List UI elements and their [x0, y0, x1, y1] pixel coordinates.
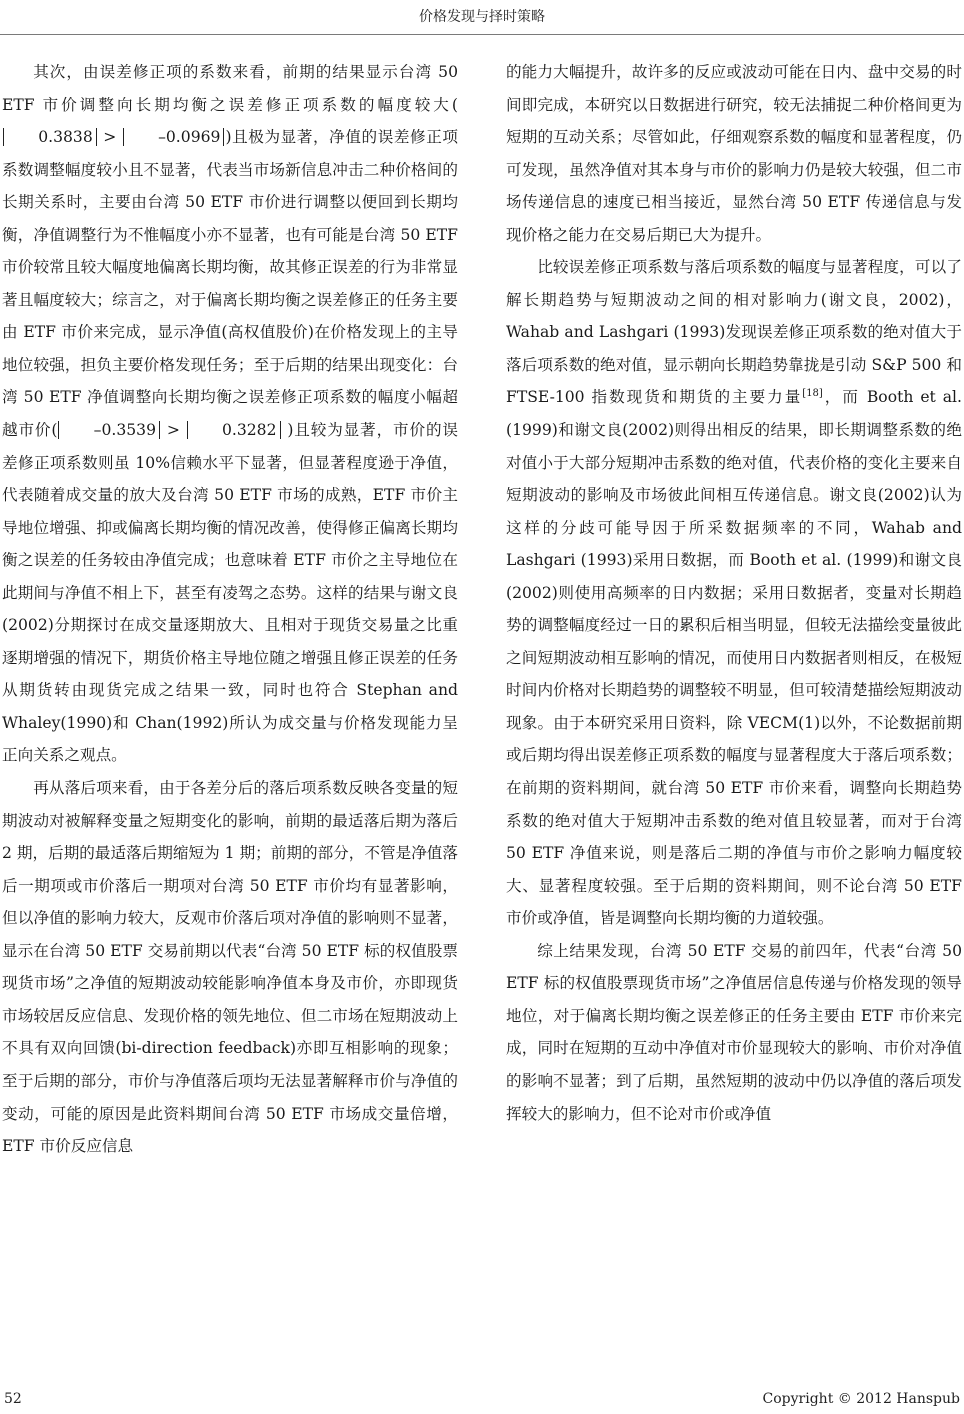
inequality-sign: > — [161, 421, 186, 440]
abs-value: 0.3838 — [3, 128, 97, 146]
inequality-sign: > — [97, 128, 122, 147]
paragraph-lag-terms-continued: 的能力大幅提升，故许多的反应或波动可能在日内、盘中交易的时间即完成，本研究以日数据进行研究，较无法捕捉二种价格间更为短期的互动关系；尽管如此，仔细观察系数的幅度和显著程度，仍可发现，虽然净值对其本身与市价的影响力仍是较大较强，但二市场传递信息的速度已相当接近，显然台湾 50 ETF 传递信息与发现价格之能力在交易后期已大为提升。 — [506, 63, 962, 244]
copyright-notice: Copyright © 2012 Hanspub — [762, 1391, 960, 1407]
paragraph-comparison — [506, 251, 962, 934]
text-segment: ，而 Booth et al. (1999)和谢文良(2002)则得出相反的结果，即长期调整系数的绝对值小于大部分短期冲击系数的绝对值，代表价格的变化主要来自短期波动的影响及市场彼此间相互传递信息。谢文良(2002)认为这样的分歧可能导因于所采数据频率的不同，Wahab and Lashgari (1993)采用日数据，而 Booth et al. (1999)和谢文良(2002)则使用高频率的日内数据；采用日数据者，变量对长期趋势的调整幅度经过一日的累积后相当明显，但较无法描绘变量彼此之间短期波动相互影响的情况，而使用日内数据者则相反，在极短时间内价格对长期趋势的调整较不明显，但可较清楚描绘短期波动现象。由于本研究采用日资料，除 VECM(1)以外，不论数据前期或后期均得出误差修正项系数的幅度与显著程度大于落后项系数；在前期的资料期间，就台湾 50 ETF 市价来看，调整向长期趋势系数的绝对值大于短期冲击系数的绝对值且较显著，而对于台湾 50 ETF 净值来说，则是落后二期的净值与市价之影响力幅度较大、显著程度较强。至于后期的资料期间，则不论台湾 50 ETF 市价或净值，皆是调整向长期均衡的力道较强。 — [506, 388, 962, 928]
running-head: 价格发现与择时策略 — [419, 9, 545, 25]
text-segment: )且较为显著，市价的误差修正项系数则虽 10%信赖水平下显著，但显著程度逊于净值，代表随着成交量的放大及台湾 50 ETF 市场的成熟，ETF 市价主导地位增强、抑或偏离长期均衡的情况改善，使得修正偏离长期均衡之误差的任务较由净值完成；也意味着 ETF 市价之主导地位在此期间与净值不相上下，甚至有凌驾之态势。这样的结果与谢文良(2002)分期探讨在成交量逐期放大、且相对于现货交易量之比重逐期增强的情况下，期货价格主导地位随之增强且修正误差的任务从期货转由现货完成之结果一致，同时也符合 Stephan and Whaley(1990)和 Chan(1992)所认为成交量与价格发现能力呈正向关系之观点。 — [2, 421, 459, 765]
text-segment: 比较误差修正项系数与落后项系数的幅度与显著程度，可以了解长期趋势与短期波动之间的相对影响力(谢文良，2002)，Wahab and Lashgari (1993)发现误差修正项系数的绝对值大于落后项系数的绝对值，显示朝向长期趋势靠拢是引动 S&P 500 和 FTSE-100 指数现货和期货的主要力量 — [506, 258, 962, 407]
abs-value: –0.0969 — [123, 128, 225, 146]
text-segment: 其次，由误差修正项的系数来看，前期的结果显示台湾 50 ETF 市价调整向长期均衡之误差修正项系数的幅度较大( — [2, 63, 458, 114]
right-column — [506, 56, 962, 1130]
page-number: 52 — [4, 1391, 22, 1407]
paragraph-error-correction — [2, 56, 458, 772]
header-rule — [0, 34, 964, 35]
abs-value: –0.3539 — [58, 421, 160, 439]
citation-ref: [18] — [802, 388, 823, 400]
left-column — [2, 56, 458, 1163]
text-segment: )且极为显著，净值的误差修正项系数调整幅度较小且不显著，代表当市场新信息冲击二种价格间的长期关系时，主要由台湾 50 ETF 市价进行调整以便回到长期均衡，净值调整行为不惟幅度小亦不显著，也有可能是台湾 50 ETF 市价较常且较大幅度地偏离长期均衡，故其修正误差的行为非常显著且幅度较大；综言之，对于偏离长期均衡之误差修正的任务主要由 ETF 市价来完成，显示净值(高权值股价)在价格发现上的主导地位较强，担负主要价格发现任务；至于后期的结果出现变化：台湾 50 ETF 净值调整向长期均衡之误差修正项系数的幅度小幅超越市价( — [2, 128, 458, 440]
paragraph-summary: 综上结果发现，台湾 50 ETF 交易的前四年，代表“台湾 50 ETF 标的权值股票现货市场”之净值居信息传递与价格发现的领导地位，对于偏离长期均衡之误差修正的任务主要由 ETF 市价来完成，同时在短期的互动中净值对市价显现较大的影响、市价对净值的影响不显著；到了后期，虽然短期的波动中仍以净值的落后项发挥较大的影响力，但不论对市价或净值 — [506, 941, 962, 1123]
abs-value: 0.3282 — [187, 421, 281, 439]
paragraph-lag-terms: 再从落后项来看，由于各差分后的落后项系数反映各变量的短期波动对被解释变量之短期变化的影响，前期的最适落后期为落后 2 期，后期的最适落后期缩短为 1 期；前期的部分，不管是净值落后一期项或市价落后一期项对台湾 50 ETF 市价均有显著影响，但以净值的影响力较大，反观市价落后项对净值的影响则不显著，显示在台湾 50 ETF 交易前期以代表“台湾 50 ETF 标的权值股票现货市场”之净值的短期波动较能影响净值本身及市价，亦即现货市场较居反应信息、发现价格的领先地位、但二市场在短期波动上不具有双向回馈(bi-direction feedback)亦即互相影响的现象；至于后期的部分，市价与净值落后项均无法显著解释市价与净值的变动，可能的原因是此资料期间台湾 50 ETF 市场成交量倍增，ETF 市价反应信息 — [2, 779, 458, 1156]
